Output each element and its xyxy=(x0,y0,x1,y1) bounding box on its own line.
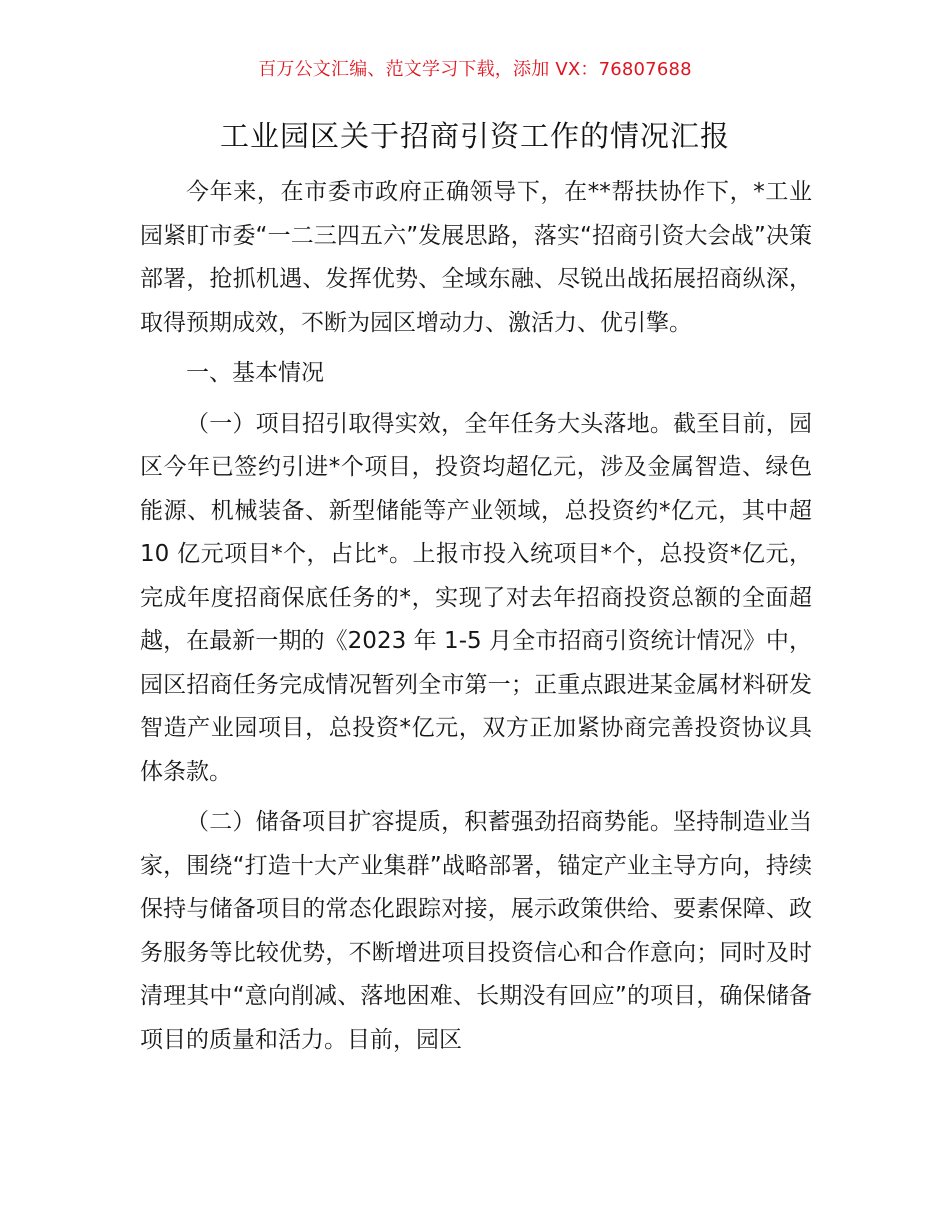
section-heading-basic: 一、基本情况 xyxy=(186,360,324,386)
header-watermark-note: 百万公文汇编、范文学习下载，添加 VX：76807688 xyxy=(258,59,692,80)
document-body xyxy=(140,171,812,1069)
paragraph-intro: 今年来，在市委市政府正确领导下，在**帮扶协作下，*工业园紧盯市委“一二三四五六”发展思路，落实“招商引资大会战”决策部署，抢抓机遇、发挥优势、全域东融、尽锐出战拓展招商纵深，取得预期成效，不断为园区增动力、激活力、优引擎。 xyxy=(140,179,812,336)
paragraph-reserve-projects: （二）储备项目扩容提质，积蓄强劲招商势能。坚持制造业当家，围绕“打造十大产业集群”战略部署，锚定产业主导方向，持续保持与储备项目的常态化跟踪对接，展示政策供给、要素保障、政务服务等比较优势，不断增进项目投资信心和合作意向；同时及时清理其中“意向削减、落地困难、长期没有回应”的项目，确保储备项目的质量和活力。目前，园区 xyxy=(140,809,812,1053)
document-title: 工业园区关于招商引资工作的情况汇报 xyxy=(219,119,730,153)
paragraph-project-results: （一）项目招引取得实效，全年任务大头落地。截至目前，园区今年已签约引进*个项目，投资均超亿元，涉及金属智造、绿色能源、机械装备、新型储能等产业领域，总投资约*亿元，其中超 10 亿元项目*个，占比*。上报市投入统项目*个，总投资*亿元，完成年度招商保底任务的*，实现了对去年招商投资总额的全面超越，在最新一期的《2023 年 1-5 月全市招商引资统计情况》中，园区招商任务完成情况暂列全市第一；正重点跟进某金属材料研发智造产业园项目，总投资*亿元，双方正加紧协商完善投资协议具体条款。 xyxy=(140,410,812,785)
